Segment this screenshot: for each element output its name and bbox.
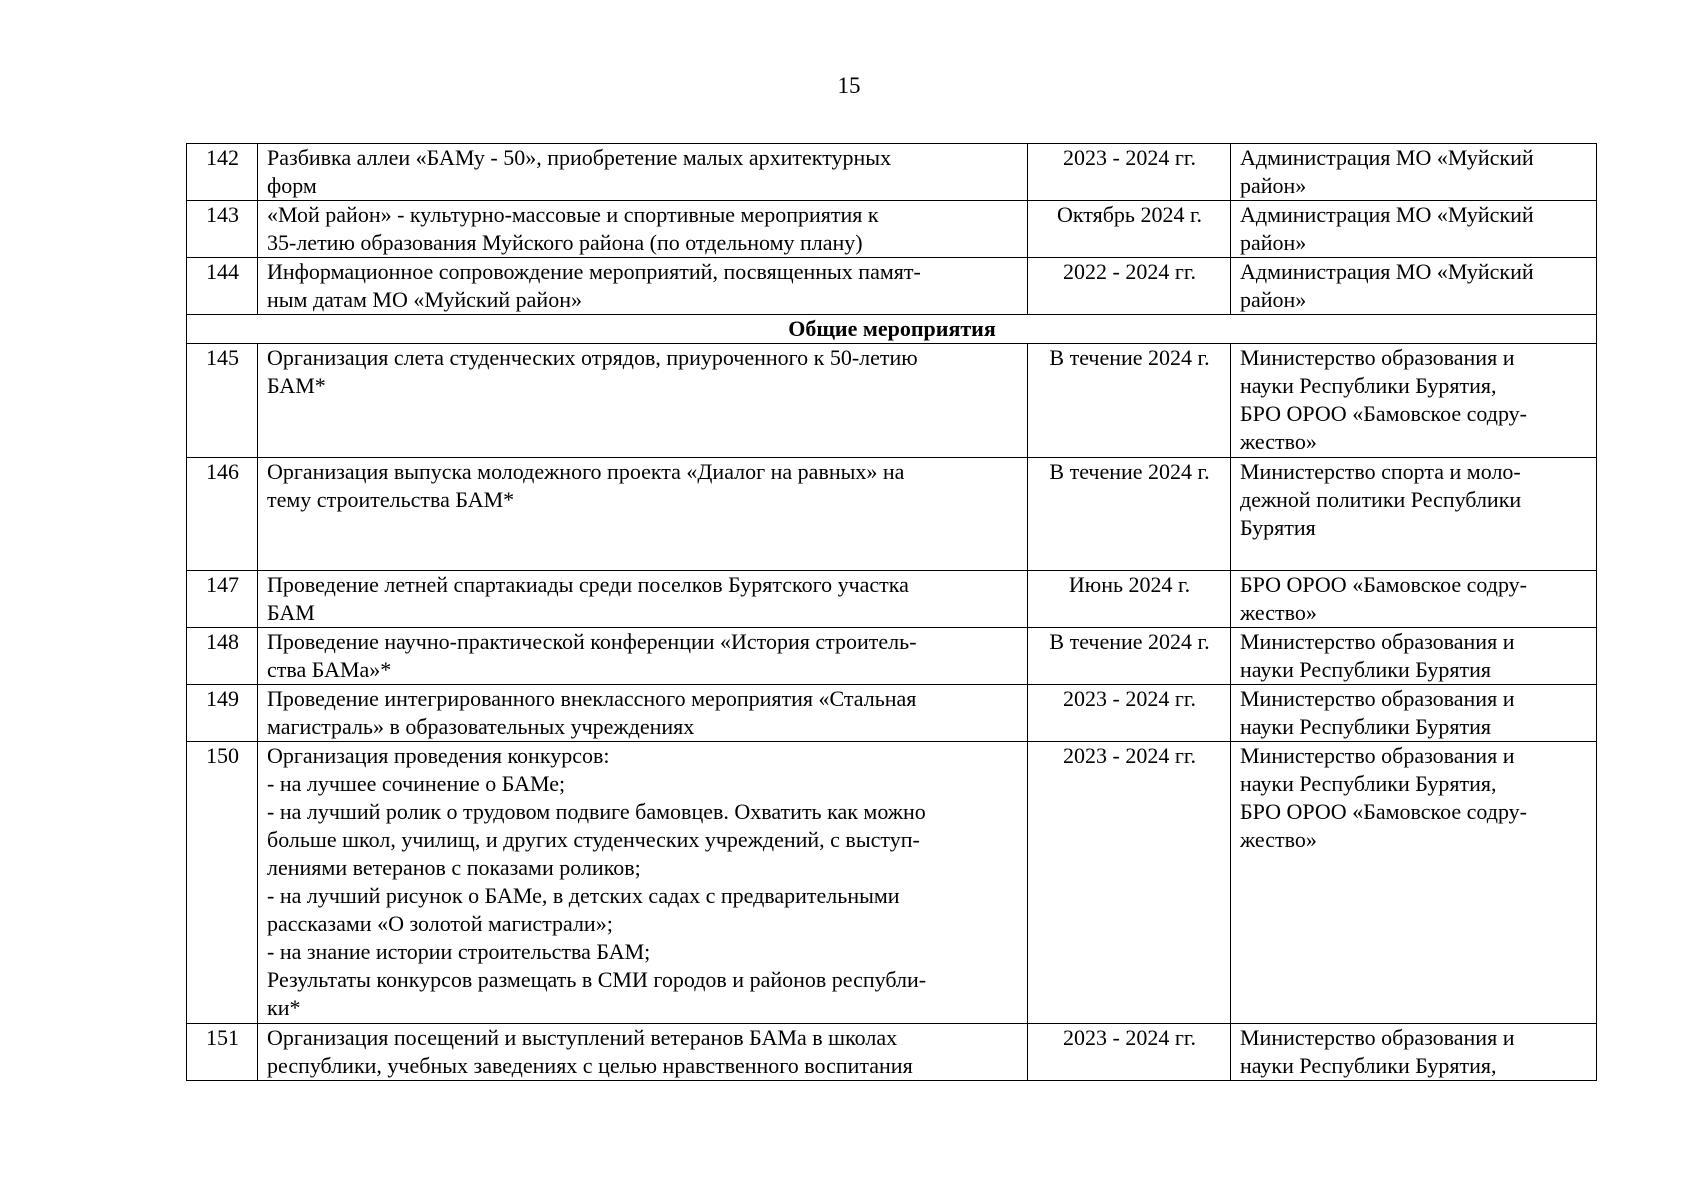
event-responsible: Министерство образования и науки Республики Бурятия, БРО ОРОО «Бамовское содру- жество» (1231, 344, 1597, 458)
table-row (187, 258, 1597, 315)
event-responsible: Министерство образования и науки Республики Бурятия, БРО ОРОО «Бамовское содру- жество» (1231, 742, 1597, 1024)
event-responsible: БРО ОРОО «Бамовское содру- жество» (1231, 571, 1597, 628)
table-row (187, 685, 1597, 742)
event-description: Организация проведения конкурсов: - на лучшее сочинение о БАМе; - на лучший ролик о трудовом подвиге бамовцев. Охватить как можно больше школ, училищ, и других студенческих учреждений, с выступ- лениями ветеранов с показами роликов; - на лучший рисунок о БАМе, в детских садах с предварительными рассказами «О золотой магистрали»; - на знание истории строительства БАМ; Результаты конкурсов размещать в СМИ городов и районов республи- ки* (258, 742, 1028, 1024)
event-responsible: Министерство образования и науки Республики Бурятия, (1231, 1024, 1597, 1081)
event-period: В течение 2024 г. (1028, 344, 1231, 458)
event-description: Проведение летней спартакиады среди поселков Бурятского участка БАМ (258, 571, 1028, 628)
event-description: «Мой район» - культурно-массовые и спортивные мероприятия к 35-летию образования Муйского района (по отдельному плану) (258, 201, 1028, 258)
row-number: 147 (187, 571, 258, 628)
event-responsible: Администрация МО «Муйский район» (1231, 144, 1597, 201)
event-description: Организация слета студенческих отрядов, приуроченного к 50-летию БАМ* (258, 344, 1028, 458)
event-description: Организация выпуска молодежного проекта «Диалог на равных» на тему строительства БАМ* (258, 458, 1028, 571)
event-period: 2023 - 2024 гг. (1028, 1024, 1231, 1081)
row-number: 148 (187, 628, 258, 685)
table-row (187, 201, 1597, 258)
event-period: Июнь 2024 г. (1028, 571, 1231, 628)
section-header-row (187, 315, 1597, 344)
event-responsible: Министерство спорта и моло- дежной политики Республики Бурятия (1231, 458, 1597, 571)
row-number: 149 (187, 685, 258, 742)
row-number: 146 (187, 458, 258, 571)
event-responsible: Администрация МО «Муйский район» (1231, 258, 1597, 315)
events-plan-table (186, 143, 1597, 1081)
event-period: В течение 2024 г. (1028, 628, 1231, 685)
event-description: Информационное сопровождение мероприятий, посвященных памят- ным датам МО «Муйский район» (258, 258, 1028, 315)
table-row (187, 1024, 1597, 1081)
row-number: 151 (187, 1024, 258, 1081)
event-period: 2023 - 2024 гг. (1028, 742, 1231, 1024)
table-row (187, 344, 1597, 458)
event-responsible: Министерство образования и науки Республики Бурятия (1231, 628, 1597, 685)
row-number: 150 (187, 742, 258, 1024)
event-period: 2023 - 2024 гг. (1028, 685, 1231, 742)
table-row (187, 571, 1597, 628)
event-description: Проведение научно-практической конференции «История строитель- ства БАМа»* (258, 628, 1028, 685)
row-number: 143 (187, 201, 258, 258)
event-period: 2023 - 2024 гг. (1028, 144, 1231, 201)
table-row (187, 628, 1597, 685)
event-period: В течение 2024 г. (1028, 458, 1231, 571)
page-number: 15 (837, 73, 861, 98)
event-description: Организация посещений и выступлений ветеранов БАМа в школах республики, учебных заведениях с целью нравственного воспитания (258, 1024, 1028, 1081)
event-description: Разбивка аллеи «БАМу - 50», приобретение малых архитектурных форм (258, 144, 1028, 201)
event-description: Проведение интегрированного внеклассного мероприятия «Стальная магистраль» в образовательных учреждениях (258, 685, 1028, 742)
row-number: 144 (187, 258, 258, 315)
table-row (187, 742, 1597, 1024)
table-row (187, 144, 1597, 201)
event-period: 2022 - 2024 гг. (1028, 258, 1231, 315)
event-responsible: Министерство образования и науки Республики Бурятия (1231, 685, 1597, 742)
row-number: 142 (187, 144, 258, 201)
event-responsible: Администрация МО «Муйский район» (1231, 201, 1597, 258)
event-period: Октябрь 2024 г. (1028, 201, 1231, 258)
section-title: Общие мероприятия (187, 315, 1597, 344)
table-row (187, 458, 1597, 571)
row-number: 145 (187, 344, 258, 458)
